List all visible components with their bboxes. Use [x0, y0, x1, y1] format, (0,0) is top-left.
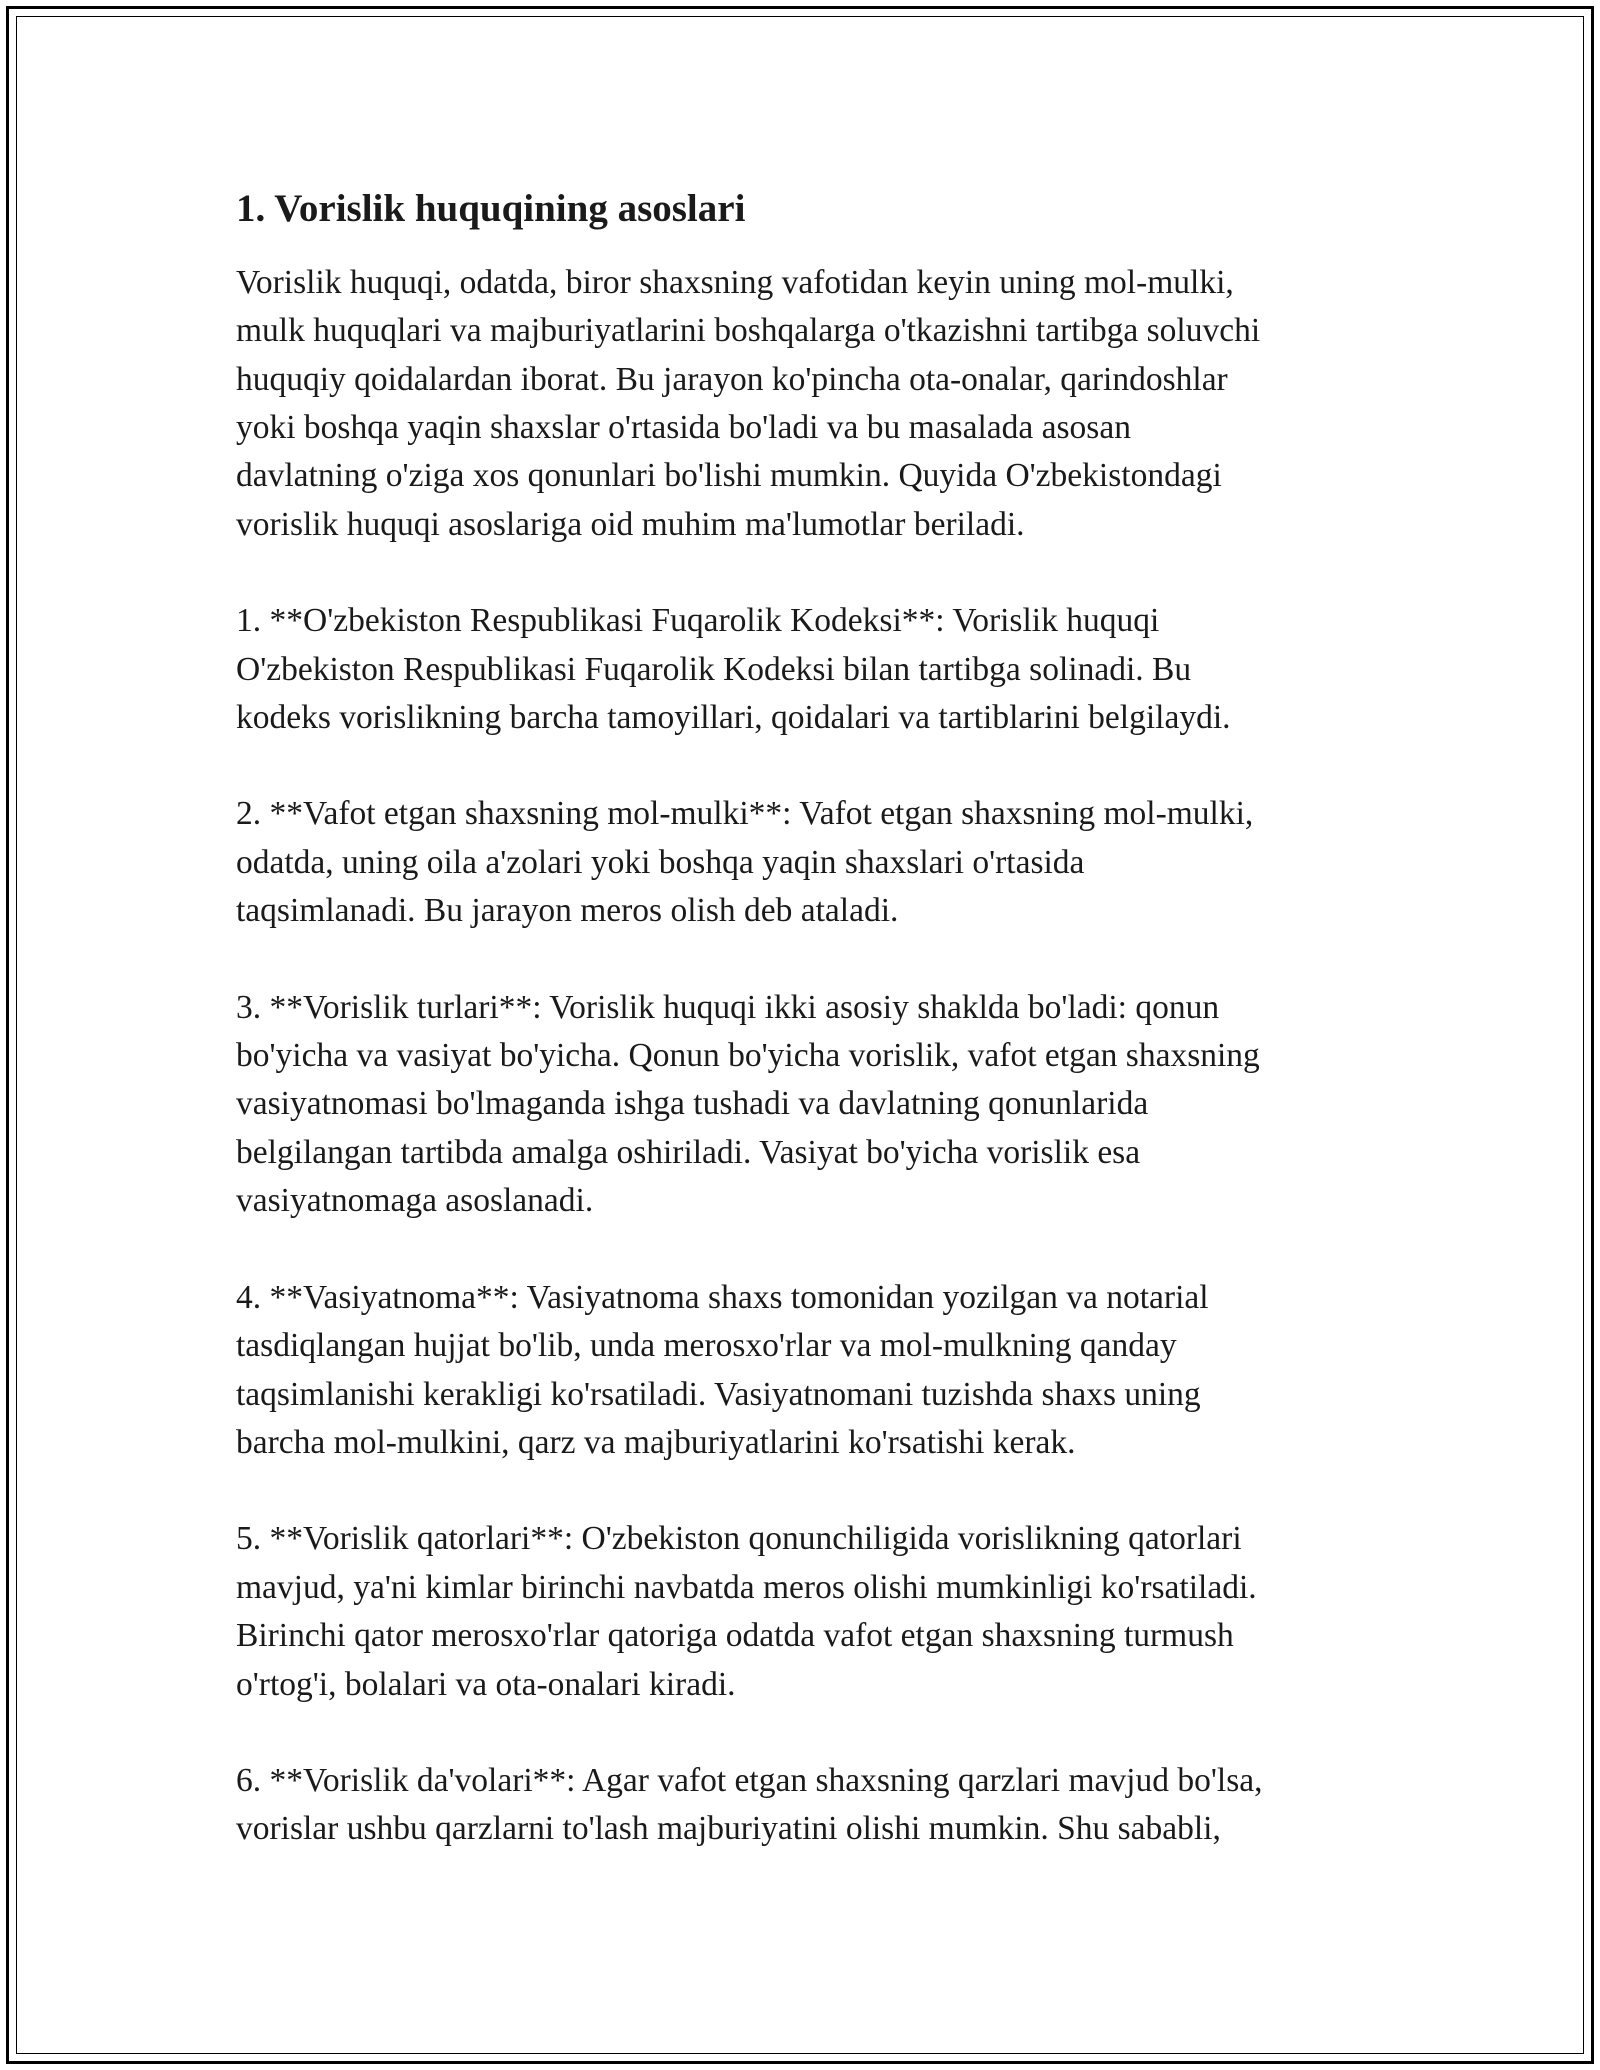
paragraph-inheritance-order: 5. **Vorislik qatorlari**: O'zbekiston qonunchiligida vorislikning qatorlari mavjud, ya'ni kimlar birinchi navbatda meros olishi mumkinligi ko'rsatiladi. Birinchi qator merosxo'rlar qatoriga odatda vafot etgan shaxsning turmush o'rtog'i, bolalari va ota-onalari kiradi.: [236, 1520, 1257, 1703]
document-body: [236, 186, 1406, 1902]
section-heading: 1. Vorislik huquqining asoslari: [236, 187, 746, 230]
paragraph-inheritance-types: 3. **Vorislik turlari**: Vorislik huquqi ikki asosiy shaklda bo'ladi: qonun bo'yicha va vasiyat bo'yicha. Qonun bo'yicha vorislik, vafot etgan shaxsning vasiyatnomasi bo'lmaganda ishga tushadi va davlatning qonunlarida belgilangan tartibda amalga oshiriladi. Vasiyat bo'yicha vorislik esa vasiyatnomaga asoslanadi.: [236, 988, 1260, 1220]
intro-paragraph: Vorislik huquqi, odatda, biror shaxsning vafotidan keyin uning mol-mulki, mulk huquqlari va majburiyatlarini boshqalarga o'tkazishni tartibga soluvchi huquqiy qoidalardan iborat. Bu jarayon ko'pincha ota-onalar, qarindoshlar yoki boshqa yaqin shaxslar o'rtasida bo'ladi va bu masalada asosan davlatning o'ziga xos qonunlari bo'lishi mumkin. Quyida O'zbekistondagi vorislik huquqi asoslariga oid muhim ma'lumotlar beriladi.: [236, 263, 1261, 543]
paragraph-deceased-property: 2. **Vafot etgan shaxsning mol-mulki**: Vafot etgan shaxsning mol-mulki, odatda, uning oila a'zolari yoki boshqa yaqin shaxslari o'rtasida taqsimlanadi. Bu jarayon meros olish deb ataladi.: [236, 795, 1254, 930]
paragraph-will: 4. **Vasiyatnoma**: Vasiyatnoma shaxs tomonidan yozilgan va notarial tasdiqlangan hujjat bo'lib, unda merosxo'rlar va mol-mulkning qanday taqsimlanishi kerakligi ko'rsatiladi. Vasiyatnomani tuzishda shaxs uning barcha mol-mulkini, qarz va majburiyatlarini ko'rsatishi kerak.: [236, 1278, 1209, 1461]
paragraph-inheritance-claims: 6. **Vorislik da'volari**: Agar vafot etgan shaxsning qarzlari mavjud bo'lsa, vorislar ushbu qarzlarni to'lash majburiyatini olishi mumkin. Shu sababli,: [236, 1761, 1263, 1848]
paragraph-civil-code: 1. **O'zbekiston Respublikasi Fuqarolik Kodeksi**: Vorislik huquqi O'zbekiston Respublikasi Fuqarolik Kodeksi bilan tartibga solinadi. Bu kodeks vorislikning barcha tamoyillari, qoidalari va tartiblarini belgilaydi.: [236, 602, 1231, 737]
